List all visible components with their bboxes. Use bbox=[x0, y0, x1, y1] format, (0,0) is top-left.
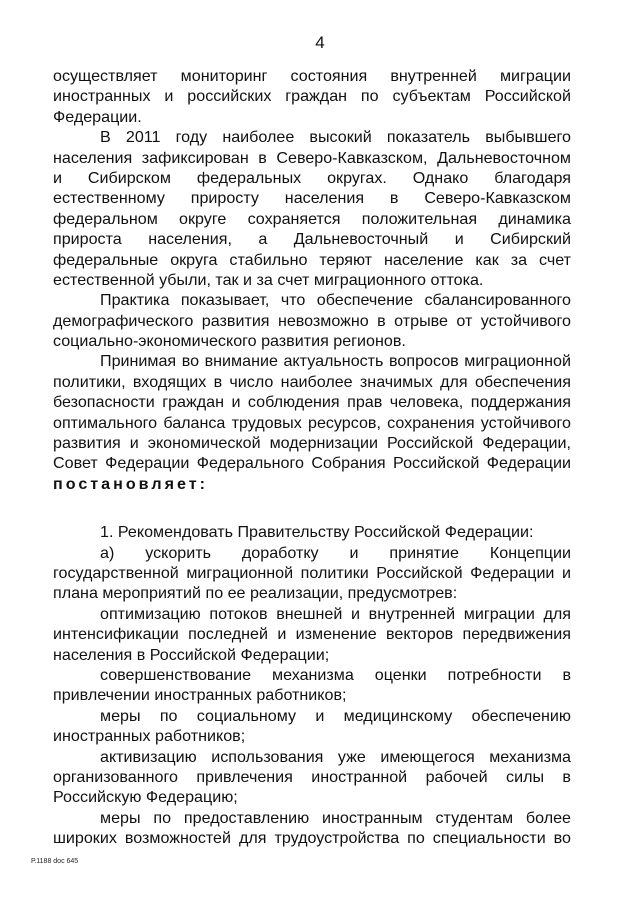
text-line: организованного привлечения иностранной рабочей силы в bbox=[53, 767, 571, 786]
text-line: привлечении иностранных работников; bbox=[53, 686, 347, 705]
text-line: Совет Федерации Федерального Собрания Российской Федерации bbox=[53, 454, 571, 473]
text-line: меры по предоставлению иностранным студентам более bbox=[100, 808, 571, 827]
text-line: естественной убыли, так и за счет миграционного оттока. bbox=[53, 270, 484, 289]
text-line: безопасности граждан и соблюдения прав человека, поддержания bbox=[53, 393, 571, 412]
text-line: Практика показывает, что обеспечение сбалансированного bbox=[100, 291, 571, 310]
document-body bbox=[53, 66, 571, 848]
text-line: оптимизацию потоков внешней и внутренней миграции для bbox=[100, 604, 571, 623]
text-line: Федерации. bbox=[53, 107, 142, 126]
text-line: а) ускорить доработку и принятие Концепции bbox=[100, 543, 571, 562]
text-line: плана мероприятий по ее реализации, предусмотрев: bbox=[53, 584, 458, 603]
text-line: федеральном округе сохраняется положительная динамика bbox=[53, 209, 571, 228]
text-line: совершенствование механизма оценки потребности в bbox=[100, 665, 571, 684]
text-line: прироста населения, а Дальневосточный и Сибирский bbox=[53, 230, 571, 249]
page-number: 4 bbox=[315, 33, 325, 52]
footer-reference: Р.1188 doc 645 bbox=[31, 858, 79, 865]
text-line: оптимального баланса трудовых ресурсов, сохранения устойчивого bbox=[53, 413, 571, 432]
text-line: населения в Российской Федерации; bbox=[53, 645, 330, 664]
paragraph-gap bbox=[53, 494, 571, 522]
text-line: активизацию использования уже имеющегося механизма bbox=[100, 747, 571, 766]
text-line: естественному приросту населения в Северо-Кавказском bbox=[53, 189, 571, 208]
text-line: и Сибирском федеральных округах. Однако благодаря bbox=[53, 168, 571, 187]
text-line: осуществляет мониторинг состояния внутренней миграции bbox=[53, 67, 571, 85]
text-line: политики, входящих в число наиболее значимых для обеспечения bbox=[53, 372, 571, 391]
text-line: 1. Рекомендовать Правительству Российской Федерации: bbox=[100, 523, 534, 542]
text-line: В 2011 году наиболее высокий показатель выбывшего bbox=[100, 128, 571, 147]
text-line: интенсификации последней и изменение векторов передвижения bbox=[53, 625, 571, 644]
text-line: меры по социальному и медицинскому обеспечению bbox=[100, 706, 571, 725]
text-line: населения зафиксирован в Северо-Кавказском, Дальневосточном bbox=[53, 148, 571, 167]
text-line: иностранных и российских граждан по субъектам Российской bbox=[53, 87, 571, 106]
text-line: государственной миграционной политики Российской Федерации и bbox=[53, 563, 571, 582]
text-line: социально-экономического развития регионов. bbox=[53, 332, 406, 351]
text-line: демографического развития невозможно в отрыве от устойчивого bbox=[53, 311, 571, 330]
text-line: развития и экономической модернизации Российской Федерации, bbox=[53, 434, 571, 453]
text-line: постановляет: bbox=[53, 474, 208, 493]
text-line: Российскую Федерацию; bbox=[53, 788, 238, 807]
text-line: иностранных работников; bbox=[53, 727, 246, 746]
text-line: широких возможностей для трудоустройства по специальности во bbox=[53, 829, 571, 848]
text-line: федеральные округа стабильно теряют население как за счет bbox=[53, 250, 571, 269]
text-line: Принимая во внимание актуальность вопросов миграционной bbox=[100, 352, 571, 371]
